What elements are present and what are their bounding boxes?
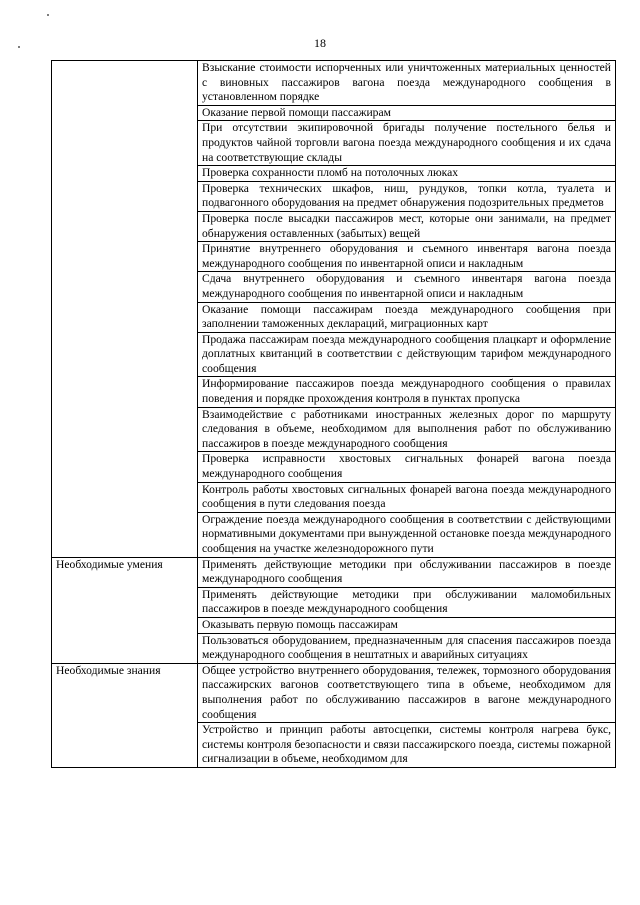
requirement-item: Принятие внутреннего оборудования и съемного инвентаря вагона поезда международного сообщения по инвентарной описи и накладным xyxy=(198,242,616,272)
requirement-item: Устройство и принцип работы автосцепки, системы контроля нагрева букс, системы контроля безопасности и связи пассажирского поезда, системы пожарной сигнализации в объеме, необходимом для xyxy=(198,723,616,768)
table-row xyxy=(52,663,616,722)
requirement-item: При отсутствии экипировочной бригады получение постельного белья и продуктов чайной торговли вагона поезда международного сообщения и их сдача на соответствующие склады xyxy=(198,121,616,166)
requirement-item: Проверка сохранности пломб на потолочных люках xyxy=(198,166,616,182)
scan-speck-1 xyxy=(47,14,49,16)
table-row xyxy=(52,61,616,106)
section-label: Необходимые умения xyxy=(52,557,198,663)
requirement-item: Оказание помощи пассажирам поезда международного сообщения при заполнении таможенных деклараций, миграционных карт xyxy=(198,302,616,332)
requirement-item: Ограждение поезда международного сообщения в соответствии с действующими нормативными документами при вынужденной остановке поезда международного сообщения на участке железнодорожного пути xyxy=(198,512,616,557)
requirement-item: Сдача внутреннего оборудования и съемного инвентаря вагона поезда международного сообщения по инвентарной описи и накладным xyxy=(198,272,616,302)
section-label xyxy=(52,61,198,558)
requirement-item: Информирование пассажиров поезда международного сообщения о правилах поведения и порядке прохождения контроля в пунктах пропуска xyxy=(198,377,616,407)
content-table xyxy=(51,60,616,768)
requirement-item: Продажа пассажирам поезда международного сообщения плацкарт и оформление доплатных квитанций в соответствии с действующим тарифом международного сообщения xyxy=(198,332,616,377)
requirement-item: Оказание первой помощи пассажирам xyxy=(198,105,616,121)
page-number: 18 xyxy=(314,36,326,50)
requirement-item: Взаимодействие с работниками иностранных железных дорог по маршруту следования в объеме, необходимом для выполнения работ по обслуживанию пассажиров в поезде международного сообщения xyxy=(198,407,616,452)
requirement-item: Применять действующие методики при обслуживании маломобильных пассажиров в поезде международного сообщения xyxy=(198,587,616,617)
requirement-item: Взыскание стоимости испорченных или уничтоженных материальных ценностей с виновных пассажиров вагона поезда международного сообщения в установленном порядке xyxy=(198,61,616,106)
table-row xyxy=(52,557,616,587)
requirement-item: Контроль работы хвостовых сигнальных фонарей вагона поезда международного сообщения в пути следования поезда xyxy=(198,482,616,512)
requirement-item: Проверка после высадки пассажиров мест, которые они занимали, на предмет обнаружения оставленных (забытых) вещей xyxy=(198,211,616,241)
requirement-item: Оказывать первую помощь пассажирам xyxy=(198,617,616,633)
requirement-item: Применять действующие методики при обслуживании пассажиров в поезде международного сообщения xyxy=(198,557,616,587)
section-label: Необходимые знания xyxy=(52,663,198,767)
requirement-item: Проверка исправности хвостовых сигнальных фонарей вагона поезда международного сообщения xyxy=(198,452,616,482)
requirement-item: Проверка технических шкафов, ниш, рундуков, топки котла, туалета и подвагонного оборудования на предмет обнаружения подозрительных предметов xyxy=(198,181,616,211)
requirement-item: Общее устройство внутреннего оборудования, тележек, тормозного оборудования пассажирских вагонов соответствующего типа в объеме, необходимом для выполнения работ по обслуживанию пассажиров в вагоне международного сообщения xyxy=(198,663,616,722)
requirement-item: Пользоваться оборудованием, предназначенным для спасения пассажиров поезда международного сообщения в нештатных и аварийных ситуациях xyxy=(198,633,616,663)
